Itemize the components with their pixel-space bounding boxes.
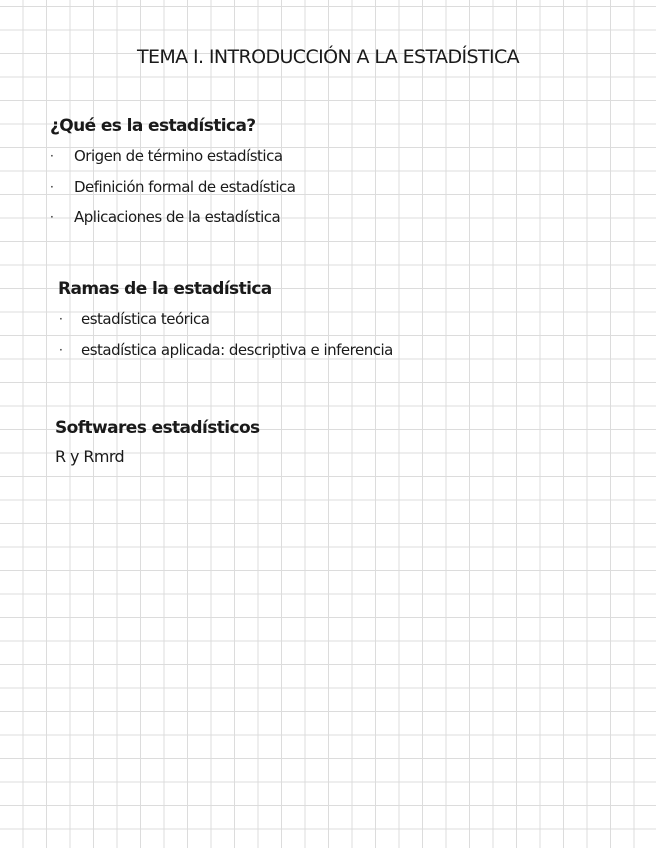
bullet-list [58, 304, 393, 365]
section-heading: Ramas de la estadística [58, 279, 272, 299]
list-item-text: Aplicaciones de la estadística [74, 208, 281, 226]
bullet-icon: · [59, 342, 63, 357]
list-item [50, 172, 296, 203]
bullet-list [50, 141, 296, 233]
bullet-icon: · [59, 312, 63, 326]
page-title: TEMA I. INTRODUCCIÓN A LA ESTADÍSTICA [136, 46, 520, 68]
list-item [58, 335, 393, 366]
section-heading: Softwares estadísticos [55, 418, 260, 438]
list-item-text: estadística aplicada: descriptiva e inferencia [81, 340, 393, 359]
bullet-icon: · [50, 210, 54, 224]
bullet-icon: · [50, 149, 54, 163]
list-item-text: Origen de término estadística [74, 147, 283, 165]
section-softwares-estadisticos [55, 416, 260, 472]
list-item [50, 141, 283, 172]
software-text: R y Rmrd [55, 447, 125, 466]
list-item [50, 202, 281, 233]
bullet-icon: · [50, 179, 54, 194]
list-item [58, 304, 272, 335]
section-heading: ¿Qué es la estadística? [50, 116, 256, 136]
section-ramas-de-la-estadistica [58, 277, 393, 365]
section-que-es-la-estadistica [50, 114, 296, 233]
list-item-text: Definición formal de estadística [74, 177, 296, 196]
list-item-text: estadística teórica [81, 310, 210, 328]
